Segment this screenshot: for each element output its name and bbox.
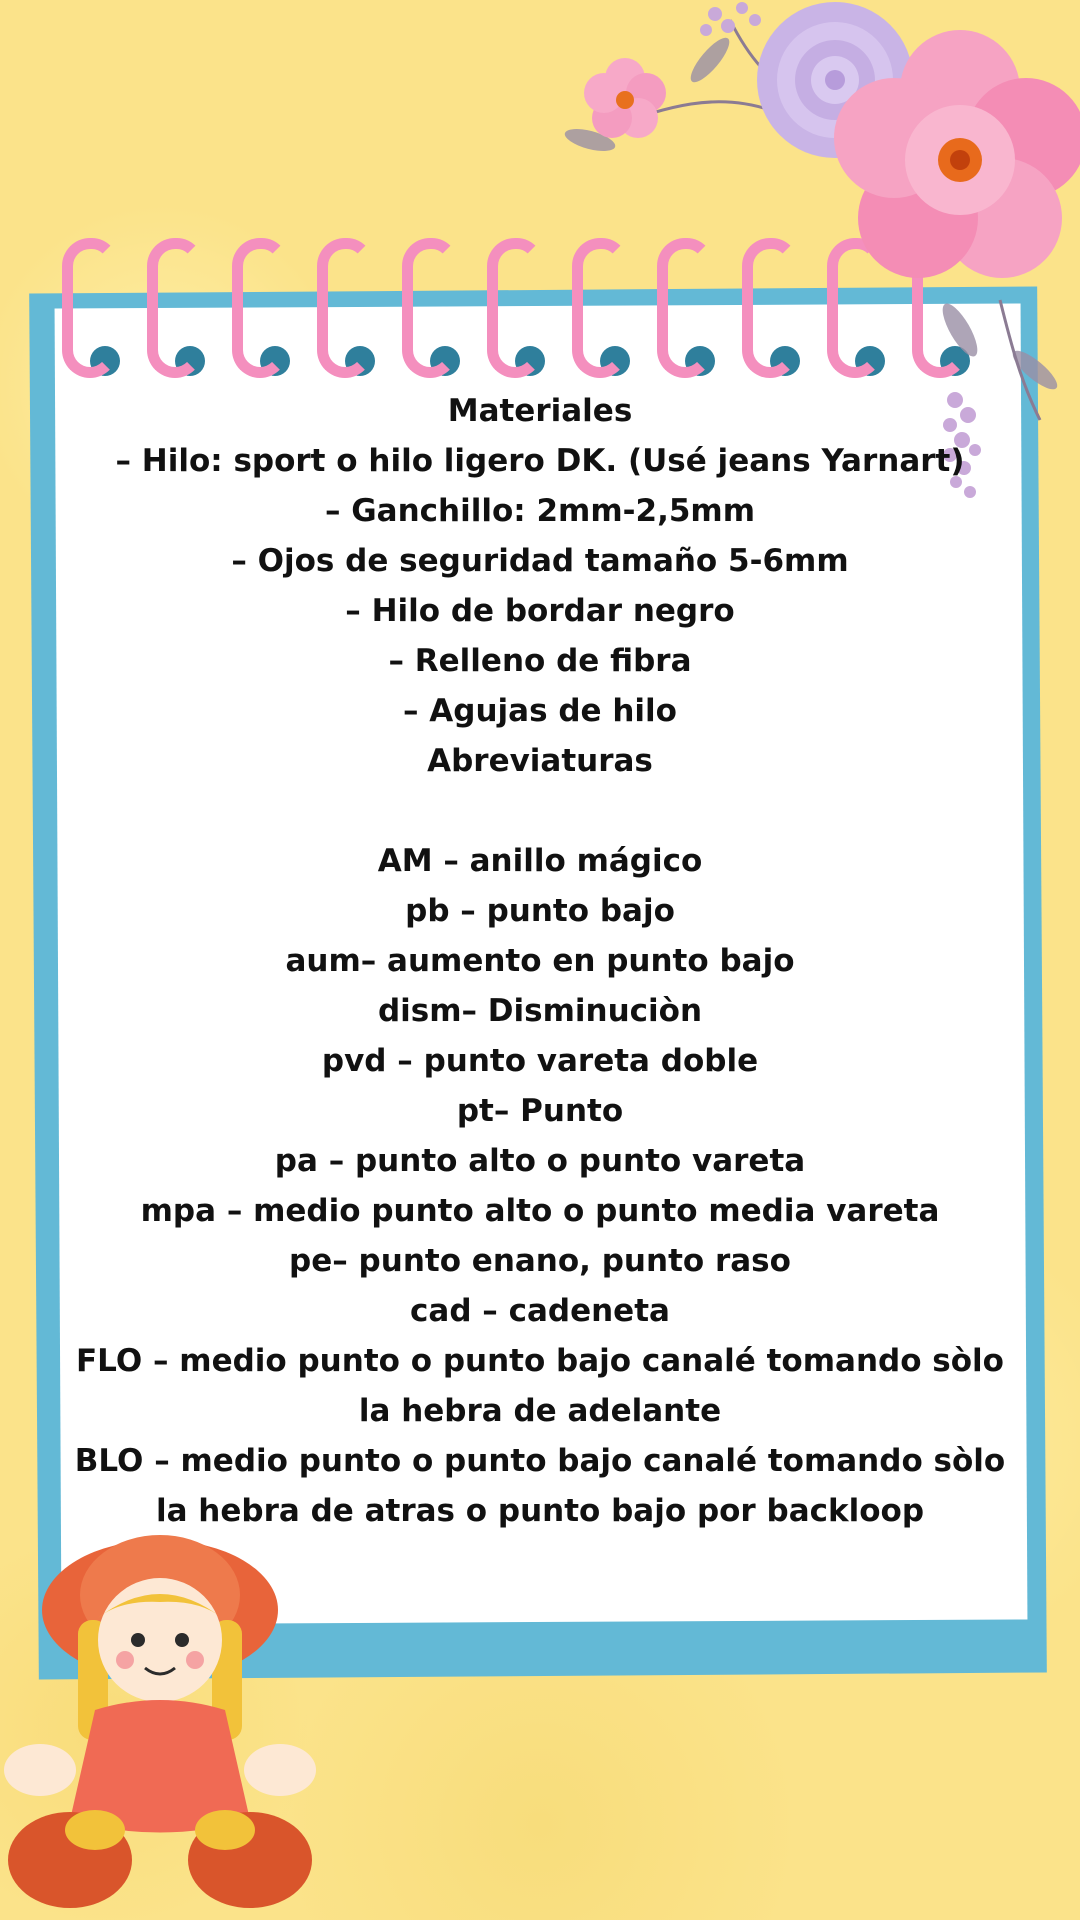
- abbreviation-item: pe– punto enano, punto raso: [289, 1243, 791, 1279]
- doll-illustration: [0, 1500, 320, 1920]
- recipe-text: [70, 386, 1010, 1536]
- materials-title: Materiales: [447, 393, 633, 429]
- spiral-ring: [402, 238, 458, 378]
- spacer: [70, 786, 1010, 836]
- materials-item: – Relleno de fibra: [388, 643, 692, 679]
- abbreviation-item: pt– Punto: [456, 1093, 624, 1129]
- spiral-ring: [62, 238, 118, 378]
- abbreviation-item: FLO – medio punto o punto bajo canalé tomando sòlo la hebra de adelante: [76, 1343, 1004, 1429]
- abbreviation-item: pb – punto bajo: [405, 893, 675, 929]
- abbreviation-item: pvd – punto vareta doble: [321, 1043, 759, 1079]
- spiral-ring: [147, 238, 203, 378]
- spiral-ring: [317, 238, 373, 378]
- abbreviation-item: aum– aumento en punto bajo: [285, 943, 795, 979]
- materials-item: – Ojos de seguridad tamaño 5-6mm: [231, 543, 849, 579]
- materials-item: – Hilo: sport o hilo ligero DK. (Usé jeans Yarnart): [115, 443, 965, 479]
- abbreviation-item: dism– Disminuciòn: [377, 993, 703, 1029]
- abbreviations-title: Abreviaturas: [427, 743, 653, 779]
- abbreviation-item: pa – punto alto o punto vareta: [274, 1143, 806, 1179]
- abbreviation-item: AM – anillo mágico: [377, 843, 703, 879]
- abbreviation-item: BLO – medio punto o punto bajo canalé tomando sòlo la hebra de atras o punto bajo por backloop: [74, 1443, 1006, 1529]
- materials-item: – Ganchillo: 2mm-2,5mm: [324, 493, 756, 529]
- abbreviation-item: mpa – medio punto alto o punto media vareta: [140, 1193, 940, 1229]
- spiral-ring: [232, 238, 288, 378]
- materials-item: – Agujas de hilo: [403, 693, 677, 729]
- abbreviation-item: cad – cadeneta: [410, 1293, 670, 1329]
- materials-item: – Hilo de bordar negro: [345, 593, 735, 629]
